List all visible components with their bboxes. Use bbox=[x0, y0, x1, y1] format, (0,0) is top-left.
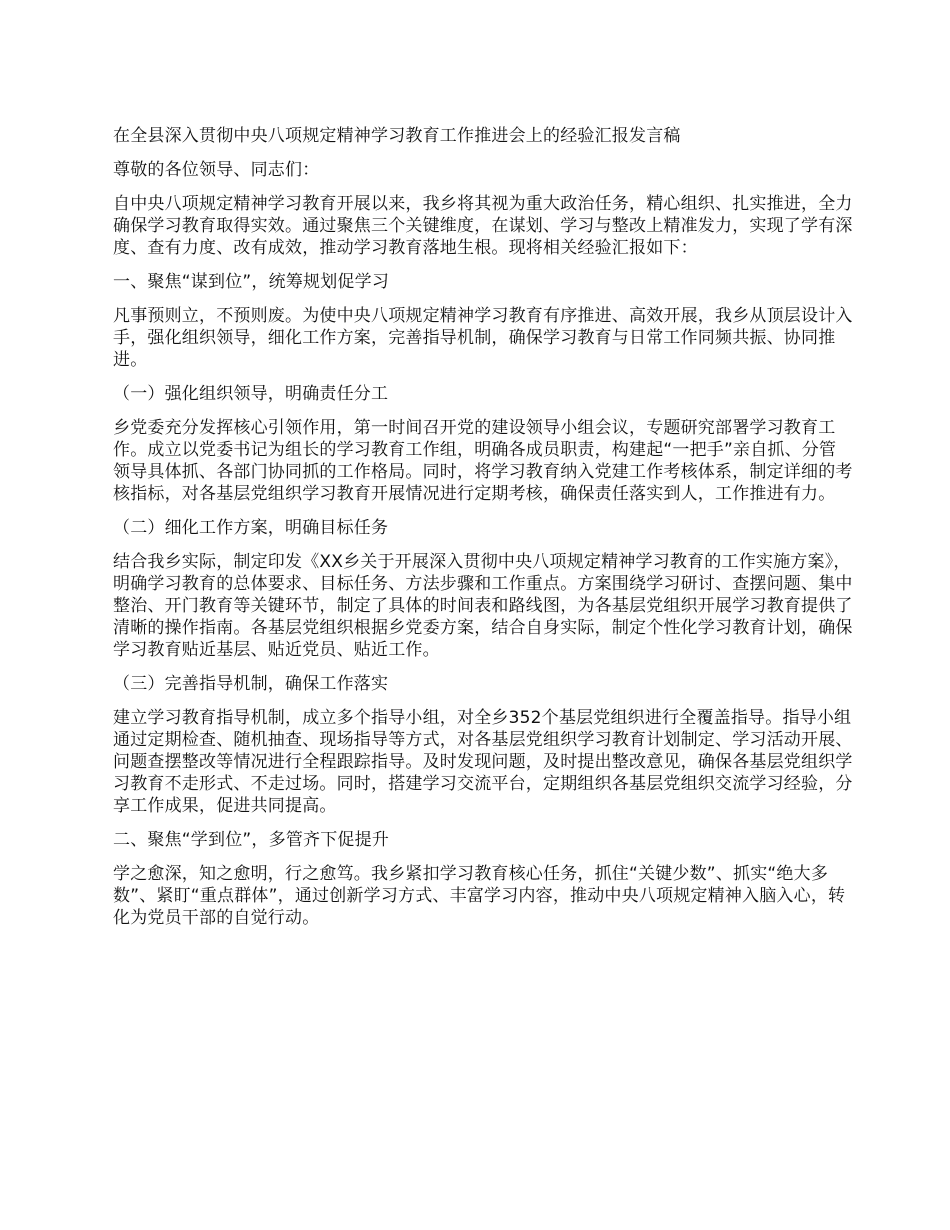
subsection-3-paragraph: 建立学习教育指导机制，成立多个指导小组，对全乡352个基层党组织进行全覆盖指导。指导小组通过定期检查、随机抽查、现场指导等方式，对各基层党组织学习教育计划制定、学习活动开展、问题查摆整改等情况进行全程跟踪指导。及时发现问题，及时提出整改意见，确保各基层党组织学习教育不走形式、不走过场。同时，搭建学习交流平台，定期组织各基层党组织交流学习经验，分享工作成果，促进共同提高。 bbox=[113, 708, 853, 816]
subsection-2-heading: （二）细化工作方案，明确目标任务 bbox=[113, 518, 389, 538]
section-1-heading: 一、聚焦“谋到位”，统筹规划促学习 bbox=[113, 272, 390, 292]
document-title: 在全县深入贯彻中央八项规定精神学习教育工作推进会上的经验汇报发言稿 bbox=[113, 126, 681, 146]
subsection-3-heading: （三）完善指导机制，确保工作落实 bbox=[113, 674, 389, 694]
intro-paragraph: 自中央八项规定精神学习教育开展以来，我乡将其视为重大政治任务，精心组织、扎实推进，全力确保学习教育取得实效。通过聚焦三个关键维度，在谋划、学习与整改上精准发力，实现了学有深度、查有力度、改有成效，推动学习教育落地生根。现将相关经验汇报如下： bbox=[113, 194, 853, 258]
subsection-1-heading: （一）强化组织领导，明确责任分工 bbox=[113, 384, 389, 404]
section-2-heading: 二、聚焦“学到位”，多管齐下促提升 bbox=[113, 830, 390, 850]
subsection-2-paragraph: 结合我乡实际，制定印发《XX乡关于开展深入贯彻中央八项规定精神学习教育的工作实施方案》，明确学习教育的总体要求、目标任务、方法步骤和工作重点。方案围绕学习研讨、查摆问题、集中整治、开门教育等关键环节，制定了具体的时间表和路线图，为各基层党组织开展学习教育提供了清晰的操作指南。各基层党组织根据乡党委方案，结合自身实际，制定个性化学习教育计划，确保学习教育贴近基层、贴近党员、贴近工作。 bbox=[113, 552, 853, 660]
document-body bbox=[113, 125, 853, 941]
section-2-paragraph: 学之愈深，知之愈明，行之愈笃。我乡紧扣学习教育核心任务，抓住“关键少数”、抓实“绝大多数”、紧盯“重点群体”，通过创新学习方式、丰富学习内容，推动中央八项规定精神入脑入心，转化为党员干部的自觉行动。 bbox=[113, 864, 846, 928]
subsection-1-paragraph: 乡党委充分发挥核心引领作用，第一时间召开党的建设领导小组会议，专题研究部署学习教育工作。成立以党委书记为组长的学习教育工作组，明确各成员职责，构建起“一把手”亲自抓、分管领导具体抓、各部门协同抓的工作格局。同时，将学习教育纳入党建工作考核体系，制定详细的考核指标，对各基层党组织学习教育开展情况进行定期考核，确保责任落实到人，工作推进有力。 bbox=[113, 418, 853, 504]
section-1-paragraph: 凡事预则立，不预则废。为使中央八项规定精神学习教育有序推进、高效开展，我乡从顶层设计入手，强化组织领导，细化工作方案，完善指导机制，确保学习教育与日常工作同频共振、协同推进。 bbox=[113, 306, 853, 370]
salutation: 尊敬的各位领导、同志们： bbox=[113, 160, 320, 180]
